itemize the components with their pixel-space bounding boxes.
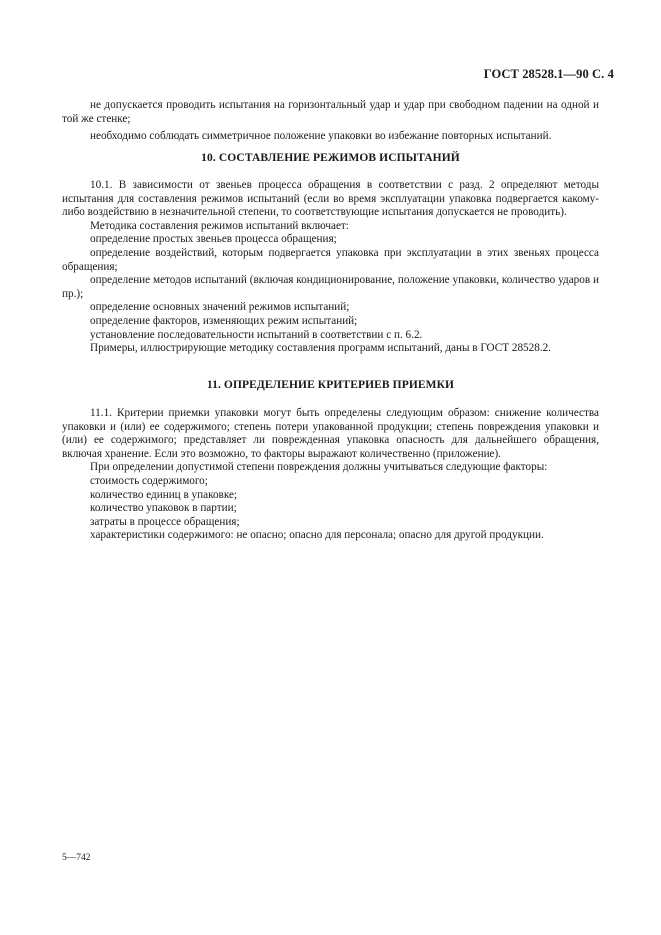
list-item: затраты в процессе обращения;	[90, 515, 240, 528]
list-item: При определении допустимой степени повреждения должны учитываться следующие факторы:	[90, 461, 548, 474]
list-item: Примеры, иллюстрирующие методику составления программ испытаний, даны в ГОСТ 28528.2.	[90, 342, 552, 355]
list-item: установление последовательности испытаний в соответствии с п. 6.2.	[90, 328, 423, 341]
page-header: ГОСТ 28528.1—90 С. 4	[483, 67, 614, 81]
paragraph: не допускается проводить испытания на горизонтальный удар и удар при свободном падении на одной и той же стенке;	[62, 99, 599, 125]
list-item: характеристики содержимого: не опасно; опасно для персонала; опасно для другой продукции.	[90, 529, 544, 542]
section-10	[62, 152, 599, 356]
list-item: определение основных значений режимов испытаний;	[90, 301, 350, 314]
section-heading: 11. ОПРЕДЕЛЕНИЕ КРИТЕРИЕВ ПРИЕМКИ	[206, 379, 455, 391]
paragraph: 10.1. В зависимости от звеньев процесса обращения в соответствии с разд. 2 определяют методы испытания для составления режимов испытаний (если во время эксплуатации упаковка подвергается какому-либо воздействию в незначительной степени, то соответствующие испытания допускается не проводить).	[62, 179, 599, 219]
list-item: количество единиц в упаковке;	[90, 488, 238, 501]
paragraph: определение воздействий, которым подвергается упаковка при эксплуатации в этих звеньях процесса обращения;	[62, 246, 599, 273]
list-item: стоимость содержимого;	[90, 474, 208, 487]
intro-block	[62, 99, 599, 144]
page-footer-code: 5—742	[62, 853, 91, 863]
list-item: Методика составления режимов испытаний включает:	[90, 219, 349, 232]
list-item: определение факторов, изменяющих режим испытаний;	[90, 314, 358, 327]
paragraph: необходимо соблюдать симметричное положение упаковки во избежание повторных испытаний.	[90, 130, 552, 143]
section-heading: 10. СОСТАВЛЕНИЕ РЕЖИМОВ ИСПЫТАНИЙ	[201, 152, 460, 164]
paragraph: определение методов испытаний (включая кондиционирование, положение упаковки, количество ударов и пр.);	[62, 274, 599, 300]
paragraph: 11.1. Критерии приемки упаковки могут быть определены следующим образом: снижение количества упаковки и (или) ее содержимого; степень потери упакованной продукции; степень повреждения упаковки и (или) ее содержимого; представляет ли поврежденная упаковка опасность для дальнейшего обращения, включая хранение. Если это возможно, то факторы выражают количественно (приложение).	[62, 407, 599, 460]
section-11	[62, 379, 599, 543]
list-item: количество упаковок в партии;	[90, 502, 237, 515]
list-item: определение простых звеньев процесса обращения;	[90, 233, 337, 246]
